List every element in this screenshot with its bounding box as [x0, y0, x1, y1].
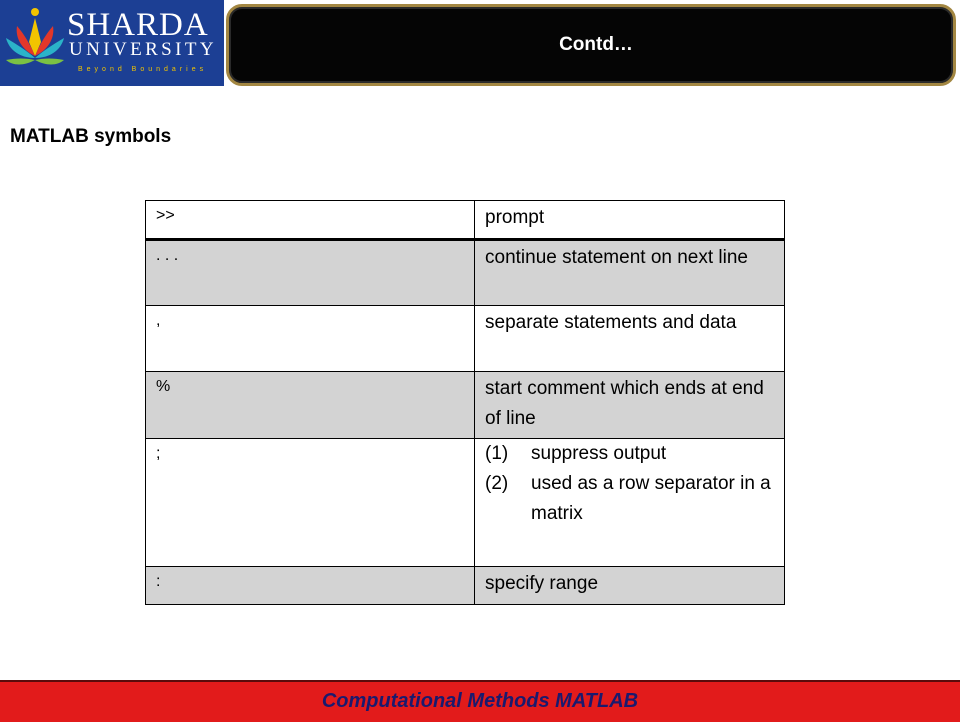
logo-name: SHARDA [67, 7, 209, 43]
symbol-cell [146, 240, 475, 306]
description-cell [475, 306, 785, 372]
description-text: prompt [485, 207, 545, 228]
table-row [146, 201, 785, 240]
symbol-text: : [156, 573, 161, 590]
symbol-text: ; [156, 445, 161, 462]
description-cell [475, 240, 785, 306]
lotus-emblem-icon [0, 0, 70, 86]
list-number: (1) [485, 443, 509, 464]
description-text: separate statements and data [485, 312, 737, 333]
description-text: continue statement on next line [485, 247, 749, 268]
table-row [146, 372, 785, 439]
numbered-list [485, 439, 784, 529]
symbol-cell [146, 306, 475, 372]
description-cell [475, 201, 785, 240]
description-text: start comment which ends at end of line [485, 378, 764, 429]
list-item [485, 469, 784, 529]
symbol-cell [146, 567, 475, 605]
logo-tagline: Beyond Boundaries [78, 66, 208, 73]
slide-title: Contd… [559, 34, 633, 55]
list-number: (2) [485, 473, 509, 494]
symbol-text: >> [156, 207, 175, 224]
table-row [146, 240, 785, 306]
symbol-cell [146, 372, 475, 439]
list-text: suppress output [531, 443, 667, 464]
description-cell [475, 372, 785, 439]
description-cell [475, 439, 785, 567]
description-text: specify range [485, 573, 599, 594]
table-row [146, 567, 785, 605]
logo-subtitle: UNIVERSITY [69, 39, 217, 60]
table-row [146, 439, 785, 567]
symbols-table [145, 200, 785, 605]
section-heading: MATLAB symbols [10, 126, 172, 147]
list-text: used as a row separator in a matrix [531, 473, 771, 524]
university-logo [0, 0, 224, 86]
symbol-cell [146, 201, 475, 240]
symbol-text: % [156, 378, 171, 395]
footer-title: Computational Methods MATLAB [321, 690, 639, 712]
symbol-cell [146, 439, 475, 567]
description-cell [475, 567, 785, 605]
footer-bar [0, 680, 960, 722]
symbol-text: . . . [156, 247, 179, 264]
symbol-text: , [156, 312, 161, 329]
title-banner [226, 4, 956, 86]
list-item [485, 439, 784, 469]
table-row [146, 306, 785, 372]
